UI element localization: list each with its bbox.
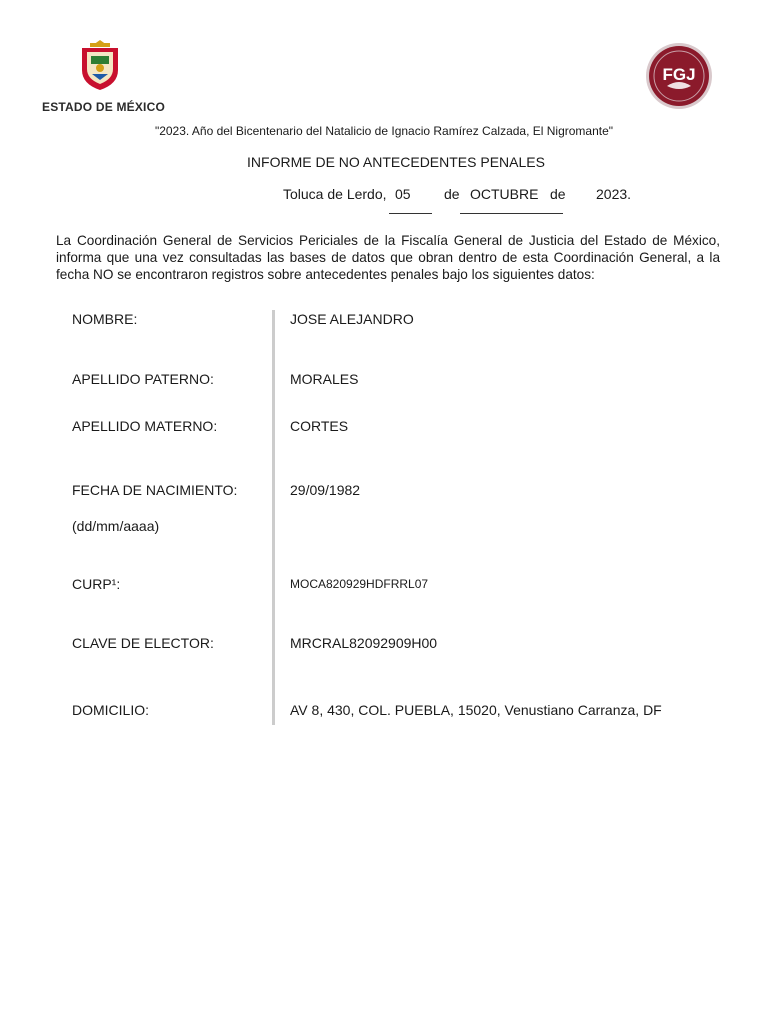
nombre-label: NOMBRE: xyxy=(72,311,138,327)
fgj-seal-icon xyxy=(645,42,713,110)
apellido-materno-value: CORTES xyxy=(290,418,349,434)
clave-elector-value: MRCRAL82092909H00 xyxy=(290,635,438,651)
document-title: INFORME DE NO ANTECEDENTES PENALES xyxy=(247,154,545,170)
date-year: 2023. xyxy=(596,186,632,202)
apellido-paterno-label: APELLIDO PATERNO: xyxy=(72,371,214,387)
seal-text: FGJ xyxy=(662,65,696,84)
apellido-paterno-value: MORALES xyxy=(290,371,359,387)
column-divider xyxy=(272,310,275,725)
apellido-materno-label: APELLIDO MATERNO: xyxy=(72,418,218,434)
domicilio-value: AV 8, 430, COL. PUEBLA, 15020, Venustiano Carranza, DF xyxy=(290,702,662,718)
fecha-nacimiento-value: 29/09/1982 xyxy=(290,482,361,498)
date-de-2: de xyxy=(550,186,566,202)
state-name: ESTADO DE MÉXICO xyxy=(42,100,165,114)
curp-label: CURP¹: xyxy=(72,576,121,592)
clave-elector-label: CLAVE DE ELECTOR: xyxy=(72,635,214,651)
date-day: 05 xyxy=(395,186,411,202)
estado-de-mexico-coat-of-arms-icon xyxy=(76,38,124,92)
fecha-nacimiento-label: FECHA DE NACIMIENTO: xyxy=(72,482,238,498)
fecha-format-hint: (dd/mm/aaaa) xyxy=(72,518,160,534)
intro-paragraph: La Coordinación General de Servicios Periciales de la Fiscalía General de Justicia del Estado de México, informa que una vez consultadas las bases de datos que obran dentro de esta Coordinación General, a la fecha NO se encontraron registros sobre antecedentes penales bajo los siguientes datos: xyxy=(56,233,720,282)
motto: "2023. Año del Bicentenario del Natalicio de Ignacio Ramírez Calzada, El Nigromante" xyxy=(154,124,614,138)
nombre-value: JOSE ALEJANDRO xyxy=(290,311,414,327)
month-underline xyxy=(460,213,563,214)
date-month: OCTUBRE xyxy=(470,186,539,202)
curp-value: MOCA820929HDFRRL07 xyxy=(290,577,429,591)
day-underline xyxy=(389,213,432,214)
domicilio-label: DOMICILIO: xyxy=(72,702,150,718)
date-place: Toluca de Lerdo, xyxy=(283,186,387,202)
date-de: de xyxy=(444,186,460,202)
